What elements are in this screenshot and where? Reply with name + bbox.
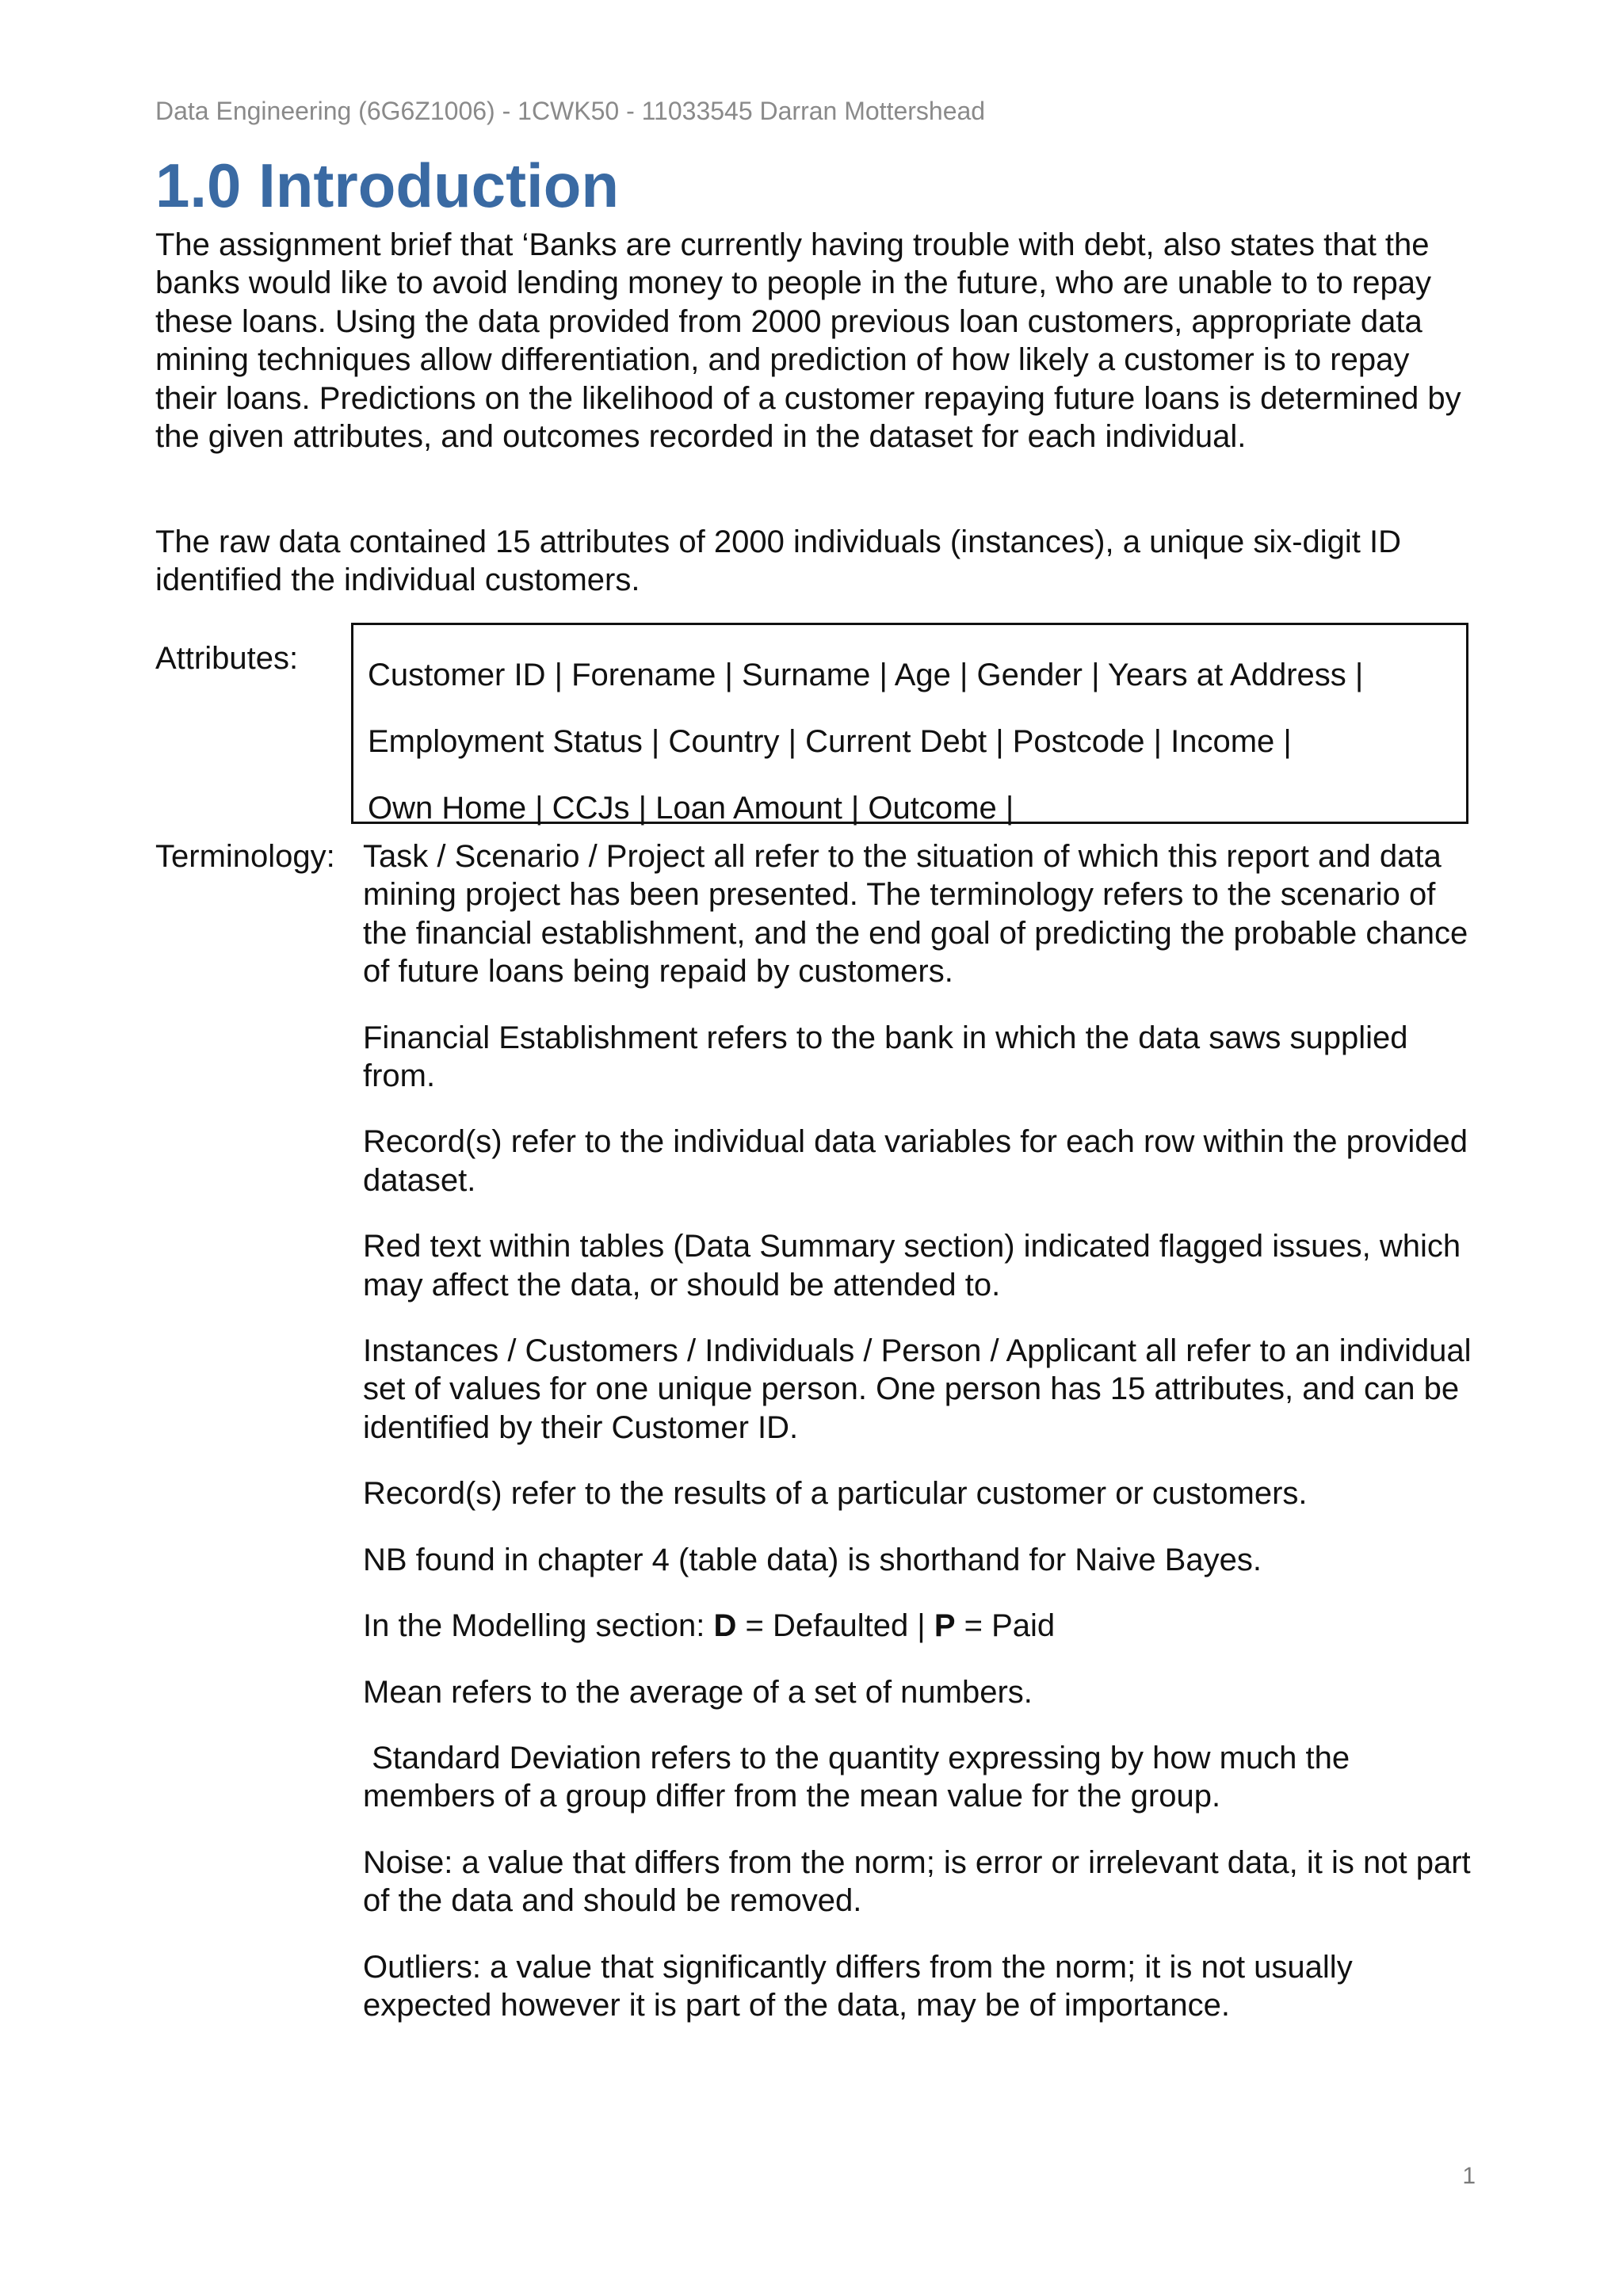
intro-paragraph: The raw data contained 15 attributes of 2000 individuals (instances), a unique six-digit ID identified the individual customers.: [155, 524, 1402, 598]
intro-paragraph: The assignment brief that ‘Banks are currently having trouble with debt, also states that the banks would like to avoid lending money to people in the future, who are unable to to repay these loans. Using the data provided from 2000 previous loan customers, appropriate data mining techniques allow differentiation, and prediction of how likely a customer is to repay their loans. Predictions on the likelihood of a customer repaying future loans is determined by the given attributes, and outcomes recorded in the dataset for each individual.: [155, 227, 1461, 455]
term-definition: Instances / Customers / Individuals / Person / Applicant all refer to an individual set of values for one unique person. One person has 15 attributes, and can be identified by their Customer ID.: [363, 1333, 1472, 1445]
paid-key: P: [934, 1608, 956, 1644]
term-modelling-keys: [363, 1607, 1472, 1645]
running-header: Data Engineering (6G6Z1006) - 1CWK50 - 11033545 Darran Mottershead: [155, 97, 986, 125]
term-definition: Mean refers to the average of a set of numbers.: [363, 1674, 1033, 1710]
attributes-line: Own Home | CCJs | Loan Amount | Outcome |: [368, 791, 1014, 826]
term-definition: Red text within tables (Data Summary section) indicated flagged issues, which may affect the data, or should be attended to.: [363, 1229, 1461, 1302]
term-definition: Standard Deviation refers to the quantity expressing by how much the members of a group differ from the mean value for the group.: [363, 1740, 1359, 1814]
terminology-list: [363, 837, 1472, 2052]
term-definition: Record(s) refer to the individual data variables for each row within the provided dataset.: [363, 1124, 1468, 1198]
term-definition: Financial Establishment refers to the bank in which the data saws supplied from.: [363, 1020, 1408, 1094]
term-definition: NB found in chapter 4 (table data) is shorthand for Naive Bayes.: [363, 1542, 1262, 1577]
modelling-prefix: In the Modelling section:: [363, 1608, 714, 1644]
defaulted-key: D: [713, 1608, 737, 1644]
attributes-line: Employment Status | Country | Current Debt | Postcode | Income |: [368, 724, 1292, 759]
defaulted-text: = Defaulted |: [736, 1608, 934, 1644]
attributes-box: [351, 623, 1468, 824]
term-definition: Task / Scenario / Project all refer to the situation of which this report and data mining project has been presented. The terminology refers to the scenario of the financial establishment, and the end goal of predicting the probable chance of future loans being repaid by customers.: [363, 839, 1468, 990]
paid-text: = Paid: [955, 1608, 1056, 1644]
term-definition: Noise: a value that differs from the norm; is error or irrelevant data, it is not part of the data and should be removed.: [363, 1844, 1471, 1919]
term-definition: Record(s) refer to the results of a particular customer or customers.: [363, 1476, 1308, 1512]
page-number: 1: [1462, 2163, 1476, 2189]
term-definition: Outliers: a value that significantly differs from the norm; it is not usually expected however it is part of the data, may be of importance.: [363, 1949, 1353, 2023]
section-title: 1.0 Introduction: [155, 151, 619, 220]
terminology-label: Terminology:: [155, 839, 335, 874]
attributes-line: Customer ID | Forename | Surname | Age | Gender | Years at Address |: [368, 658, 1364, 692]
attributes-label: Attributes:: [155, 641, 299, 676]
